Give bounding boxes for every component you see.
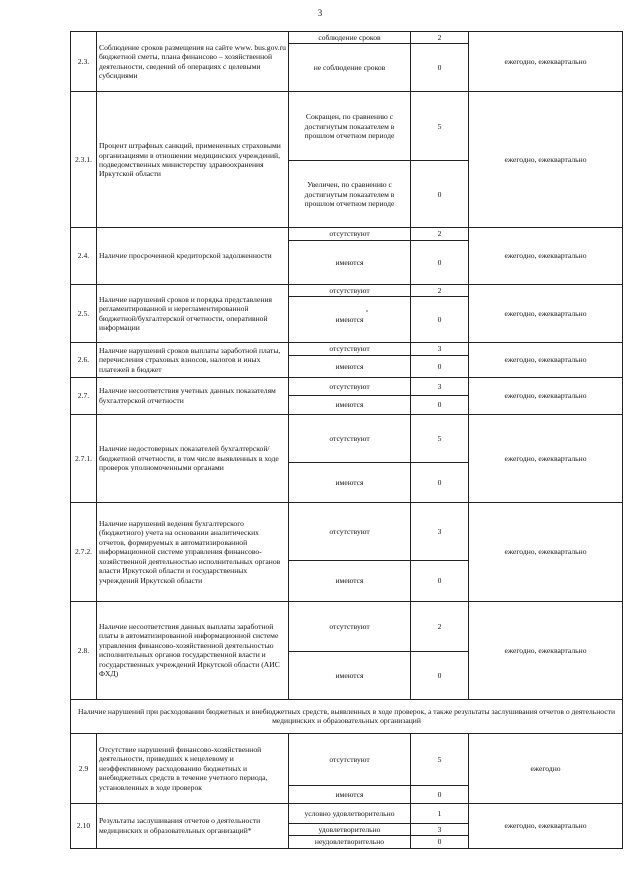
criterion-score: 2 bbox=[411, 284, 469, 296]
table-row bbox=[71, 284, 623, 296]
row-number: 2.9 bbox=[71, 733, 97, 803]
criterion-label: имеются bbox=[289, 395, 411, 414]
row-frequency: ежегодно, ежеквартально bbox=[469, 502, 623, 601]
page-number: 3 bbox=[317, 8, 323, 18]
criterion-label: условно удовлетворительно bbox=[289, 803, 411, 823]
criterion-label: отсутствуют bbox=[289, 502, 411, 560]
row-number: 2.3. bbox=[71, 32, 97, 92]
criterion-score: 3 bbox=[411, 502, 469, 560]
row-name: Наличие недостоверных показателей бухгалтерской/бюджетной отчетности, в том числе выявленных в ходе проверок уполномоченными органами bbox=[97, 414, 289, 502]
row-number: 2.5. bbox=[71, 284, 97, 342]
criterion-label: отсутствуют bbox=[289, 733, 411, 785]
criterion-score: 0 bbox=[411, 297, 469, 343]
criterion-score: 5 bbox=[411, 733, 469, 785]
row-name: Наличие нарушений сроков и порядка представления регламентированной и нерегламентированной бюджетной/бухгалтерской отчетности, оперативной информации bbox=[97, 284, 289, 342]
criterion-label: соблюдение сроков bbox=[289, 32, 411, 44]
criteria-table bbox=[70, 31, 623, 849]
criterion-score: 0 bbox=[411, 395, 469, 414]
row-frequency: ежегодно, ежеквартально bbox=[469, 803, 623, 848]
row-frequency: ежегодно, ежеквартально bbox=[469, 32, 623, 92]
criterion-label: имеются bbox=[289, 240, 411, 284]
table-row bbox=[71, 803, 623, 823]
table-row bbox=[71, 733, 623, 785]
row-number: 2.7. bbox=[71, 377, 97, 414]
criterion-score: 0 bbox=[411, 44, 469, 92]
criterion-label: имеются bbox=[289, 355, 411, 377]
row-number: 2.8. bbox=[71, 601, 97, 699]
row-name: Результаты заслушивания отчетов о деятельности медицинских и образовательных организаций* bbox=[97, 803, 289, 848]
row-frequency: ежегодно, ежеквартально bbox=[469, 601, 623, 699]
row-frequency: ежегодно, ежеквартально bbox=[469, 92, 623, 228]
criterion-label: не соблюдение сроков bbox=[289, 44, 411, 92]
criterion-score: 5 bbox=[411, 414, 469, 462]
scan-speck bbox=[366, 310, 368, 312]
criterion-label: отсутствуют bbox=[289, 284, 411, 296]
row-number: 2.7.2. bbox=[71, 502, 97, 601]
row-frequency: ежегодно, ежеквартально bbox=[469, 414, 623, 502]
row-frequency: ежегодно bbox=[469, 733, 623, 803]
criterion-score: 2 bbox=[411, 228, 469, 240]
row-frequency: ежегодно, ежеквартально bbox=[469, 284, 623, 342]
criterion-label: удовлетворительно bbox=[289, 823, 411, 835]
criterion-score: 3 bbox=[411, 823, 469, 835]
criterion-score: 0 bbox=[411, 785, 469, 803]
criterion-score: 0 bbox=[411, 161, 469, 228]
criterion-label: Сокращен, по сравнению с достигнутым показателем в прошлом отчетном периоде bbox=[289, 92, 411, 161]
row-frequency: ежегодно, ежеквартально bbox=[469, 228, 623, 284]
criterion-score: 0 bbox=[411, 651, 469, 699]
table-row bbox=[71, 699, 623, 733]
row-frequency: ежегодно, ежеквартально bbox=[469, 377, 623, 414]
row-number: 2.4. bbox=[71, 228, 97, 284]
row-name: Соблюдение сроков размещения на сайте www. bus.gov.ru бюджетной сметы, плана финансово – хозяйственной деятельности, сведений об операциях с целевыми субсидиями bbox=[97, 32, 289, 92]
criterion-label: отсутствуют bbox=[289, 228, 411, 240]
row-name: Процент штрафных санкций, примененных страховыми организациями в отношении медицинских учреждений, подведомственных министерству здравоохранения Иркутской области bbox=[97, 92, 289, 228]
table-row bbox=[71, 601, 623, 651]
criterion-label: имеются bbox=[289, 651, 411, 699]
criterion-score: 3 bbox=[411, 377, 469, 395]
criterion-label: имеются bbox=[289, 462, 411, 502]
criterion-score: 0 bbox=[411, 462, 469, 502]
criterion-label: отсутствуют bbox=[289, 601, 411, 651]
row-name: Наличие нарушений ведения бухгалтерского (бюджетного) учета на основании аналитических отчетов, формируемых в автоматизированной информационной системе управления финансово-хозяйственной деятельностью исполнительных органов власти Иркутской области и государственных учреждений Иркутской области bbox=[97, 502, 289, 601]
section-header: Наличие нарушений при расходовании бюджетных и внебюджетных средств, выявленных в ходе проверок, а также результаты заслушивания отчетов о деятельности медицинских и образовательных организаций bbox=[71, 699, 623, 733]
criterion-label: имеются bbox=[289, 560, 411, 601]
criterion-score: 0 bbox=[411, 560, 469, 601]
table-row bbox=[71, 343, 623, 355]
criterion-score: 3 bbox=[411, 343, 469, 355]
criterion-score: 1 bbox=[411, 803, 469, 823]
criterion-score: 0 bbox=[411, 355, 469, 377]
criterion-score: 0 bbox=[411, 240, 469, 284]
criterion-label: отсутствуют bbox=[289, 343, 411, 355]
row-name: Наличие несоответствия данных выплаты заработной платы в автоматизированной информационной системе управления финансово-хозяйственной деятельностью исполнительных органов государственной власти и государственных учреждений Иркутской области (АИС ФХД) bbox=[97, 601, 289, 699]
row-number: 2.3.1. bbox=[71, 92, 97, 228]
row-number: 2.10 bbox=[71, 803, 97, 848]
row-number: 2.7.1. bbox=[71, 414, 97, 502]
criterion-label: имеются bbox=[289, 297, 411, 343]
row-frequency: ежегодно, ежеквартально bbox=[469, 343, 623, 377]
row-number: 2.6. bbox=[71, 343, 97, 377]
criterion-label: Увеличен, по сравнению с достигнутым показателем в прошлом отчетном периоде bbox=[289, 161, 411, 228]
row-name: Наличие просроченной кредиторской задолженности bbox=[97, 228, 289, 284]
row-name: Отсутствие нарушений финансово-хозяйственной деятельности, приведших к нецелевому и неэффективному расходованию бюджетных и внебюджетных средств в течение учетного периода, установленных в ходе проверок bbox=[97, 733, 289, 803]
criterion-score: 2 bbox=[411, 32, 469, 44]
criterion-label: отсутствуют bbox=[289, 377, 411, 395]
table-row bbox=[71, 92, 623, 161]
table-row bbox=[71, 228, 623, 240]
table-row bbox=[71, 502, 623, 560]
criterion-score: 0 bbox=[411, 836, 469, 848]
table-row bbox=[71, 32, 623, 44]
criterion-label: неудовлетворительно bbox=[289, 836, 411, 848]
criterion-score: 5 bbox=[411, 92, 469, 161]
row-name: Наличие несоответствия учетных данных показателям бухгалтерской отчетности bbox=[97, 377, 289, 414]
table-row bbox=[71, 414, 623, 462]
criterion-label: отсутствуют bbox=[289, 414, 411, 462]
row-name: Наличие нарушений сроков выплаты заработной платы, перечисления страховых взносов, налогов и иных платежей в бюджет bbox=[97, 343, 289, 377]
table-row bbox=[71, 377, 623, 395]
criterion-label: имеются bbox=[289, 785, 411, 803]
criterion-score: 2 bbox=[411, 601, 469, 651]
